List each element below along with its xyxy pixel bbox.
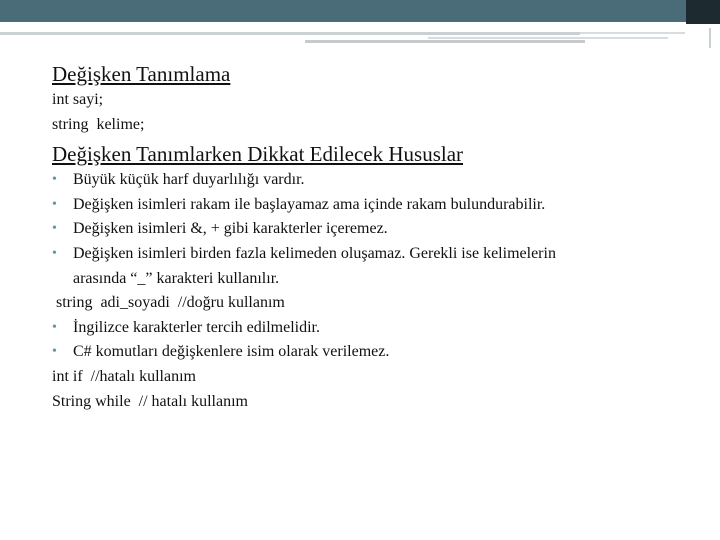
list-item-text: İngilizce karakterler tercih edilmelidir. <box>73 318 320 336</box>
code-line: int if //hatalı kullanım <box>52 367 196 385</box>
bullet-icon: • <box>52 245 57 261</box>
header-band-teal <box>0 0 686 22</box>
list-item-text: Değişken isimleri rakam ile başlayamaz ama içinde rakam bulundurabilir. <box>73 195 546 213</box>
list-item <box>52 242 712 291</box>
heading-variable-definition: Değişken Tanımlama <box>52 62 231 86</box>
decorative-rule <box>428 37 668 39</box>
bullet-icon: • <box>52 344 57 360</box>
list-item <box>52 340 712 365</box>
code-line: String while // hatalı kullanım <box>52 392 248 410</box>
bullet-icon: • <box>52 172 57 188</box>
code-line: string kelime; <box>52 115 145 133</box>
bullet-icon: • <box>52 319 57 335</box>
list-item-text: Değişken isimleri &, + gibi karakterler içeremez. <box>73 220 388 238</box>
list-item <box>52 193 712 218</box>
list-item-continuation: arasında “_” karakteri kullanılır. <box>73 269 280 287</box>
rules-list-2 <box>52 316 712 365</box>
bullet-icon: • <box>52 221 57 237</box>
list-item <box>52 217 712 242</box>
list-item <box>52 168 712 193</box>
decorative-rule <box>0 32 580 35</box>
rules-list <box>52 168 712 291</box>
decorative-rule <box>580 32 685 34</box>
list-item-text: C# komutları değişkenlere isim olarak verilemez. <box>73 343 390 361</box>
list-item-text: Büyük küçük harf duyarlılığı vardır. <box>73 171 305 189</box>
list-item-text: Değişken isimleri birden fazla kelimeden oluşamaz. Gerekli ise kelimelerin <box>73 244 556 262</box>
list-item <box>52 316 712 341</box>
header-band <box>0 0 720 24</box>
decorative-rule <box>709 28 711 48</box>
decorative-rule <box>305 40 585 43</box>
slide-content <box>52 60 712 414</box>
code-line: string adi_soyadi //doğru kullanım <box>56 294 285 312</box>
header-band-dark <box>686 0 720 24</box>
code-line: int sayi; <box>52 91 104 108</box>
bullet-icon: • <box>52 196 57 212</box>
heading-naming-rules: Değişken Tanımlarken Dikkat Edilecek Hususlar <box>52 142 464 167</box>
